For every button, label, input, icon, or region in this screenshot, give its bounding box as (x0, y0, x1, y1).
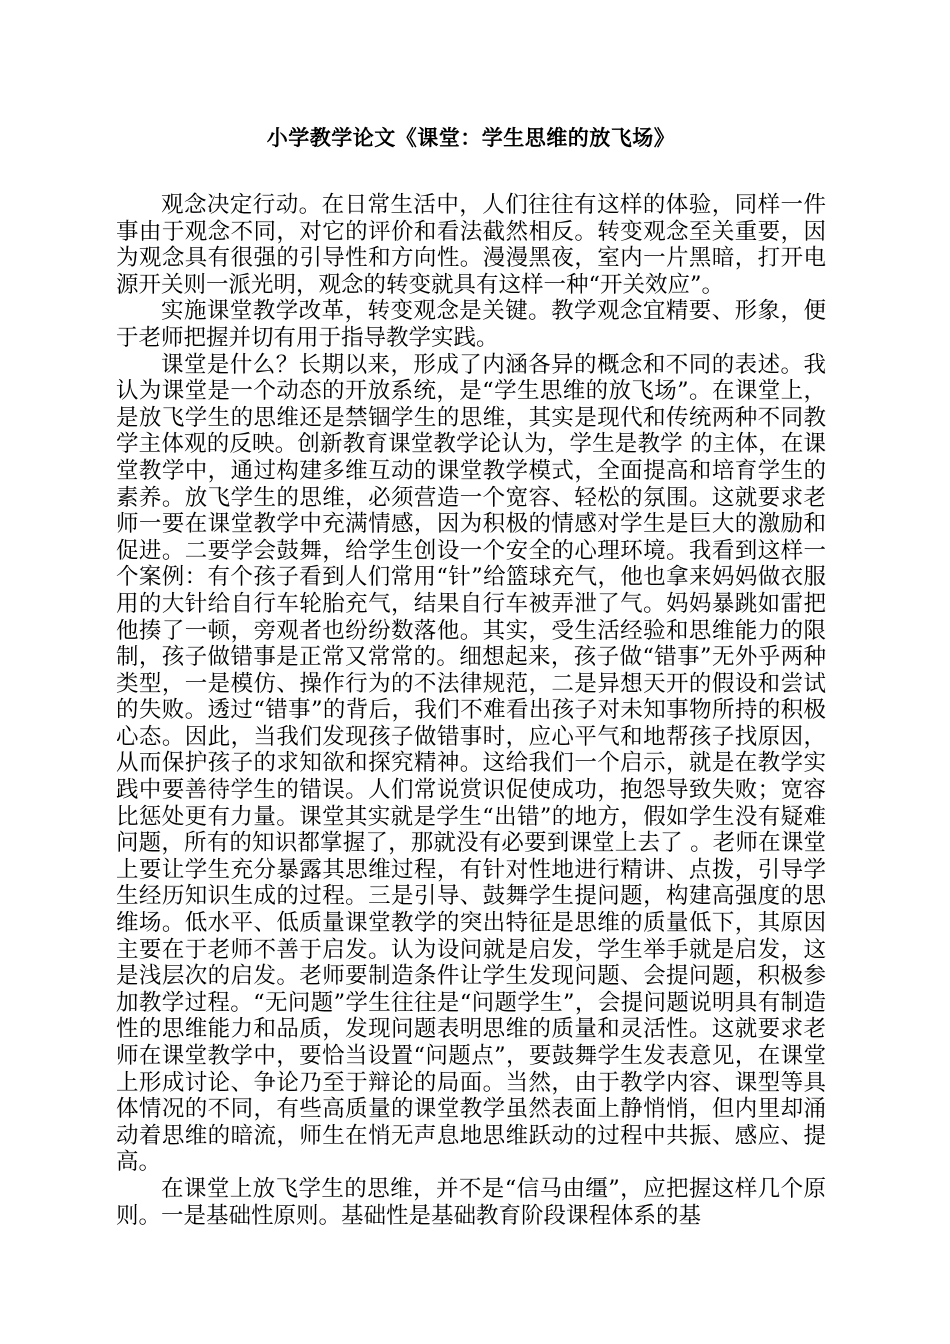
paragraph-2: 实施课堂教学改革，转变观念是关键。教学观念宜精要、形象，便于老师把握并切有用于指导教学实践。 (116, 298, 826, 351)
document-title: 小学教学论文《课堂：学生思维的放飞场》 (266, 125, 676, 150)
paragraph-1: 观念决定行动。在日常生活中，人们往往有这样的体验，同样一件事由于观念不同，对它的评价和看法截然相反。转变观念至关重要，因为观念具有很强的引导性和方向性。漫漫黑夜，室内一片黑暗，打开电源开关则一派光明，观念的转变就具有这样一种“开关效应”。 (116, 192, 826, 298)
paragraph-4: 在课堂上放飞学生的思维，并不是“信马由缰”，应把握这样几个原则。一是基础性原则。基础性是基础教育阶段课程体系的基 (116, 1175, 826, 1229)
paragraph-3: 课堂是什么？长期以来，形成了内涵各异的概念和不同的表述。我认为课堂是一个动态的开放系统，是“学生思维的放飞场”。在课堂上，是放飞学生的思维还是禁锢学生的思维，其实是现代和传统两种不同教学主体观的反映。创新教育课堂教学论认为，学生是教学 的主体，在课堂教学中，通过构建多维互动的课堂教学模式，全面提高和培育学生的素养。放飞学生的思维，必须营造一个宽容、轻松的氛围。这就要求老师一要在课堂教学中充满情感，因为积极的情感对学生是巨大的激励和促进。二要学会鼓舞，给学生创设一个安全的心理环境。我看到这样一个案例：有个孩子看到人们常用“针”给篮球充气，他也拿来妈妈做衣服用的大针给自行车轮胎充气，结果自行车被弄泄了气。妈妈暴跳如雷把他揍了一顿，旁观者也纷纷数落他。其实，受生活经验和思维能力的限制，孩子做错事是正常又常常的。细想起来，孩子做“错事”无外乎两种类型，一是模仿、操作行为的不法律规范，二是异想天开的假设和尝试的失败。透过“错事”的背后，我们不难看出孩子对未知事物所持的积极心态。因此，当我们发现孩子做错事时，应心平气和地帮孩子找原因，从而保护孩子的求知欲和探究精神。这给我们一个启示，就是在教学实践中要善待学生的错误。人们常说赏识促使成功，抱怨导致失败；宽容比惩处更有力量。课堂其实就是学生“出错”的地方，假如学生没有疑难问题，所有的知识都掌握了，那就没有必要到课堂上去了 。老师在课堂上要让学生充分暴露其思维过程，有针对性地进行精讲、点拨，引导学生经历知识生成的过程。三是引导、鼓舞学生提问题，构建高强度的思维场。低水平、低质量课堂教学的突出特征是思维的质量低下，其原因主要在于老师不善于启发。认为设问就是启发，学生举手就是启发，这是浅层次的启发。老师要制造条件让学生发现问题、会提问题，积极参加教学过程。“无问题”学生往往是“问题学生”，会提问题说明具有制造性的思维能力和品质，发现问题表明思维的质量和灵活性。这就要求老师在课堂教学中，要恰当设置“问题点”，要鼓舞学生发表意见，在课堂上形成讨论、争论乃至于辩论的局面。当然，由于教学内容、课型等具体情况的不同，有些高质量的课堂教学虽然表面上静悄悄，但内里却涌动着思维的暗流，师生在悄无声息地思维跃动的过程中共振、感应、提高。 (116, 351, 826, 1176)
document-page (116, 118, 826, 1229)
